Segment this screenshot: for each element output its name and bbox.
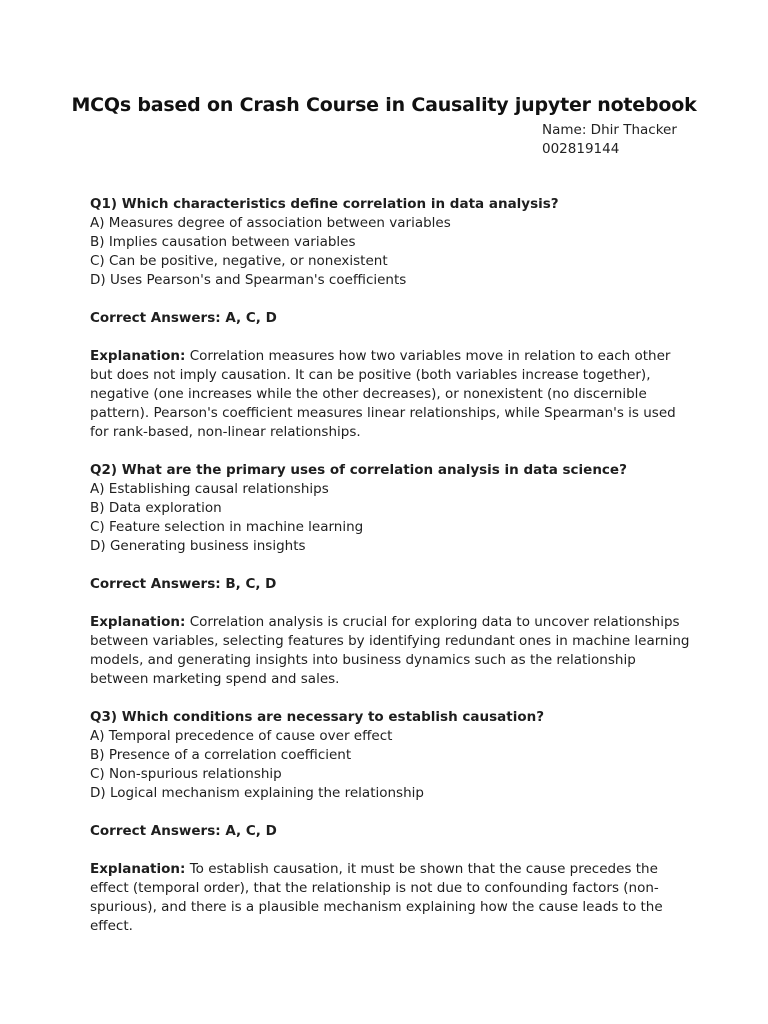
explanation-text: Correlation analysis is crucial for exploring data to uncover relationships between variables, selecting features by identifying redundant ones in machine learning models, and generating insights into business dynamics such as the relationship between marketing spend and sales.	[90, 614, 690, 687]
question-text: Q1) Which characteristics define correlation in data analysis?	[90, 196, 559, 212]
option-b: B) Data exploration	[90, 500, 222, 516]
author-id: 002819144	[542, 141, 620, 157]
page-title: MCQs based on Crash Course in Causality jupyter notebook	[71, 94, 697, 116]
section-spacer	[90, 689, 690, 708]
question-text: Q2) What are the primary uses of correlation analysis in data science?	[90, 462, 627, 478]
option-a: A) Measures degree of association between variables	[90, 215, 451, 231]
option-a: A) Temporal precedence of cause over effect	[90, 728, 393, 744]
question-text: Q3) Which conditions are necessary to establish causation?	[90, 709, 545, 725]
option-c: C) Can be positive, negative, or nonexistent	[90, 253, 388, 269]
explanation-label: Explanation:	[90, 861, 186, 877]
option-b: B) Presence of a correlation coefficient	[90, 747, 352, 763]
option-d: D) Generating business insights	[90, 538, 306, 554]
author-info	[542, 121, 677, 159]
option-d: D) Uses Pearson's and Spearman's coefficients	[90, 272, 407, 288]
author-name: Name: Dhir Thacker	[542, 122, 677, 138]
option-d: D) Logical mechanism explaining the relationship	[90, 785, 424, 801]
explanation	[90, 860, 690, 936]
correct-answers: Correct Answers: A, C, D	[90, 310, 277, 326]
option-a: A) Establishing causal relationships	[90, 481, 329, 497]
option-b: B) Implies causation between variables	[90, 234, 356, 250]
questions-list	[90, 195, 690, 936]
question-block-2	[90, 461, 690, 689]
question-block-3	[90, 708, 690, 936]
explanation-label: Explanation:	[90, 348, 186, 364]
explanation-text: To establish causation, it must be shown that the cause precedes the effect (temporal order), that the relationship is not due to confounding factors (non-spurious), and there is a plausible mechanism explaining how the cause leads to the effect.	[90, 861, 663, 934]
question-block-1	[90, 195, 690, 442]
section-spacer	[90, 442, 690, 461]
explanation-text: Correlation measures how two variables move in relation to each other but does not imply causation. It can be positive (both variables increase together), negative (one increases while the other decreases), or nonexistent (no discernible pattern). Pearson's coefficient measures linear relationships, while Spearman's is used for rank-based, non-linear relationships.	[90, 348, 676, 440]
correct-answers: Correct Answers: A, C, D	[90, 823, 277, 839]
explanation	[90, 347, 690, 442]
explanation-label: Explanation:	[90, 614, 186, 630]
explanation	[90, 613, 690, 689]
option-c: C) Feature selection in machine learning	[90, 519, 364, 535]
option-c: C) Non-spurious relationship	[90, 766, 282, 782]
correct-answers: Correct Answers: B, C, D	[90, 576, 277, 592]
